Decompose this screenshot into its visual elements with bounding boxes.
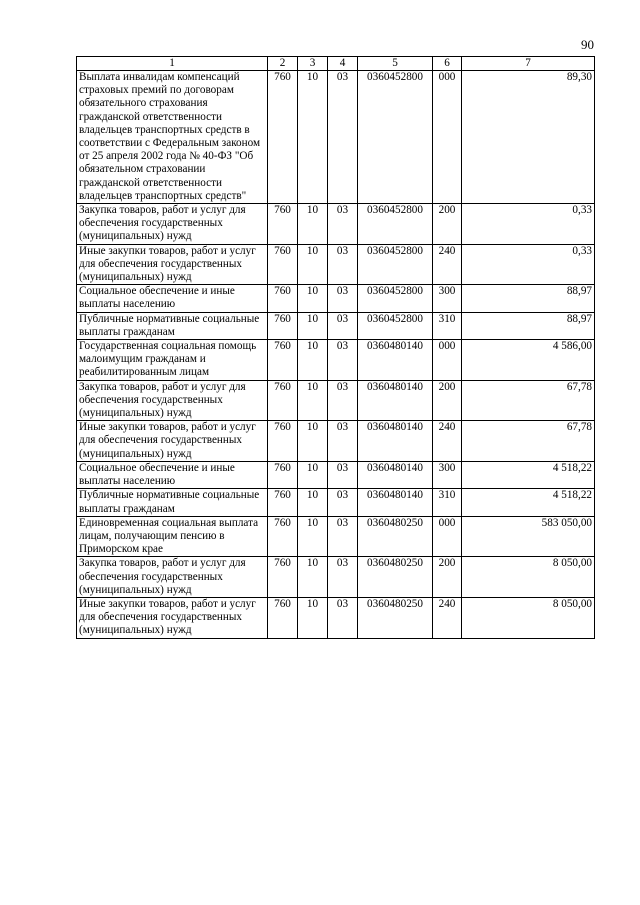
row-code-4: 03 — [328, 597, 358, 638]
row-code-4: 03 — [328, 340, 358, 381]
table-row — [77, 71, 595, 204]
row-code-5: 0360480140 — [358, 461, 433, 488]
table-row — [77, 312, 595, 339]
row-name: Государственная социальная помощь малоимущим гражданам и реабилитированным лицам — [77, 340, 268, 381]
row-code-2: 760 — [268, 557, 298, 598]
row-code-3: 10 — [298, 489, 328, 516]
page-number: 90 — [581, 37, 594, 52]
row-name: Иные закупки товаров, работ и услуг для обеспечения государственных (муниципальных) нужд — [77, 597, 268, 638]
table-row — [77, 204, 595, 245]
row-code-4: 03 — [328, 380, 358, 421]
row-code-2: 760 — [268, 340, 298, 381]
row-code-6: 000 — [433, 71, 462, 204]
row-code-2: 760 — [268, 516, 298, 557]
row-code-3: 10 — [298, 312, 328, 339]
row-code-6: 240 — [433, 597, 462, 638]
row-code-2: 760 — [268, 489, 298, 516]
table-row — [77, 597, 595, 638]
row-amount: 67,78 — [462, 380, 595, 421]
row-code-5: 0360480140 — [358, 421, 433, 462]
row-code-6: 310 — [433, 489, 462, 516]
row-amount: 88,97 — [462, 285, 595, 312]
table-header-row — [77, 57, 595, 71]
row-code-5: 0360452800 — [358, 71, 433, 204]
row-amount: 8 050,00 — [462, 597, 595, 638]
table-row — [77, 489, 595, 516]
row-amount: 4 518,22 — [462, 461, 595, 488]
row-name: Единовременная социальная выплата лицам, получающим пенсию в Приморском крае — [77, 516, 268, 557]
row-code-6: 300 — [433, 461, 462, 488]
row-name: Иные закупки товаров, работ и услуг для обеспечения государственных (муниципальных) нужд — [77, 244, 268, 285]
row-code-3: 10 — [298, 597, 328, 638]
table-row — [77, 461, 595, 488]
table-row — [77, 285, 595, 312]
row-code-5: 0360480140 — [358, 380, 433, 421]
row-code-6: 200 — [433, 380, 462, 421]
row-code-5: 0360480250 — [358, 557, 433, 598]
row-name: Иные закупки товаров, работ и услуг для обеспечения государственных (муниципальных) нужд — [77, 421, 268, 462]
row-code-5: 0360452800 — [358, 204, 433, 245]
row-code-3: 10 — [298, 421, 328, 462]
row-code-2: 760 — [268, 597, 298, 638]
row-code-5: 0360452800 — [358, 312, 433, 339]
row-amount: 583 050,00 — [462, 516, 595, 557]
row-code-6: 240 — [433, 421, 462, 462]
table-row — [77, 516, 595, 557]
row-code-2: 760 — [268, 421, 298, 462]
row-name: Закупка товаров, работ и услуг для обеспечения государственных (муниципальных) нужд — [77, 557, 268, 598]
row-code-5: 0360480140 — [358, 340, 433, 381]
row-code-4: 03 — [328, 557, 358, 598]
row-code-2: 760 — [268, 204, 298, 245]
row-code-3: 10 — [298, 340, 328, 381]
table-row — [77, 340, 595, 381]
row-code-3: 10 — [298, 516, 328, 557]
row-code-3: 10 — [298, 380, 328, 421]
row-code-3: 10 — [298, 285, 328, 312]
row-code-3: 10 — [298, 557, 328, 598]
row-code-6: 300 — [433, 285, 462, 312]
column-header: 1 — [77, 57, 268, 71]
row-name: Социальное обеспечение и иные выплаты населению — [77, 461, 268, 488]
row-amount: 89,30 — [462, 71, 595, 204]
row-code-4: 03 — [328, 461, 358, 488]
row-name: Социальное обеспечение и иные выплаты населению — [77, 285, 268, 312]
row-code-6: 240 — [433, 244, 462, 285]
column-header: 6 — [433, 57, 462, 71]
row-code-3: 10 — [298, 461, 328, 488]
column-header: 7 — [462, 57, 595, 71]
row-amount: 67,78 — [462, 421, 595, 462]
row-amount: 0,33 — [462, 204, 595, 245]
column-header: 3 — [298, 57, 328, 71]
row-code-3: 10 — [298, 244, 328, 285]
row-code-4: 03 — [328, 489, 358, 516]
table-row — [77, 421, 595, 462]
row-code-4: 03 — [328, 312, 358, 339]
row-code-2: 760 — [268, 312, 298, 339]
row-name: Выплата инвалидам компенсаций страховых премий по договорам обязательного страхования гражданской ответственности владельцев транспортных средств в соответствии с Федеральным законом от 25 апреля 2002 года № 40-ФЗ "Об обязательном страховании гражданской ответственности владельцев транспортных средств" — [77, 71, 268, 204]
row-code-6: 200 — [433, 204, 462, 245]
column-header: 4 — [328, 57, 358, 71]
row-code-6: 000 — [433, 516, 462, 557]
row-code-2: 760 — [268, 461, 298, 488]
row-code-5: 0360452800 — [358, 244, 433, 285]
row-code-6: 000 — [433, 340, 462, 381]
row-name: Публичные нормативные социальные выплаты гражданам — [77, 489, 268, 516]
row-code-4: 03 — [328, 71, 358, 204]
row-code-3: 10 — [298, 204, 328, 245]
row-code-4: 03 — [328, 285, 358, 312]
row-name: Закупка товаров, работ и услуг для обеспечения государственных (муниципальных) нужд — [77, 204, 268, 245]
row-code-2: 760 — [268, 380, 298, 421]
row-name: Закупка товаров, работ и услуг для обеспечения государственных (муниципальных) нужд — [77, 380, 268, 421]
row-code-2: 760 — [268, 285, 298, 312]
row-code-4: 03 — [328, 204, 358, 245]
row-code-5: 0360452800 — [358, 285, 433, 312]
row-amount: 88,97 — [462, 312, 595, 339]
row-code-2: 760 — [268, 71, 298, 204]
row-code-2: 760 — [268, 244, 298, 285]
row-code-4: 03 — [328, 244, 358, 285]
row-code-3: 10 — [298, 71, 328, 204]
column-header: 5 — [358, 57, 433, 71]
row-name: Публичные нормативные социальные выплаты гражданам — [77, 312, 268, 339]
row-code-4: 03 — [328, 421, 358, 462]
row-amount: 0,33 — [462, 244, 595, 285]
row-code-5: 0360480140 — [358, 489, 433, 516]
row-code-5: 0360480250 — [358, 597, 433, 638]
row-code-4: 03 — [328, 516, 358, 557]
budget-table — [76, 56, 595, 639]
row-amount: 8 050,00 — [462, 557, 595, 598]
table-row — [77, 557, 595, 598]
row-amount: 4 518,22 — [462, 489, 595, 516]
row-code-6: 200 — [433, 557, 462, 598]
row-code-5: 0360480250 — [358, 516, 433, 557]
table-row — [77, 244, 595, 285]
row-amount: 4 586,00 — [462, 340, 595, 381]
column-header: 2 — [268, 57, 298, 71]
table-row — [77, 380, 595, 421]
row-code-6: 310 — [433, 312, 462, 339]
